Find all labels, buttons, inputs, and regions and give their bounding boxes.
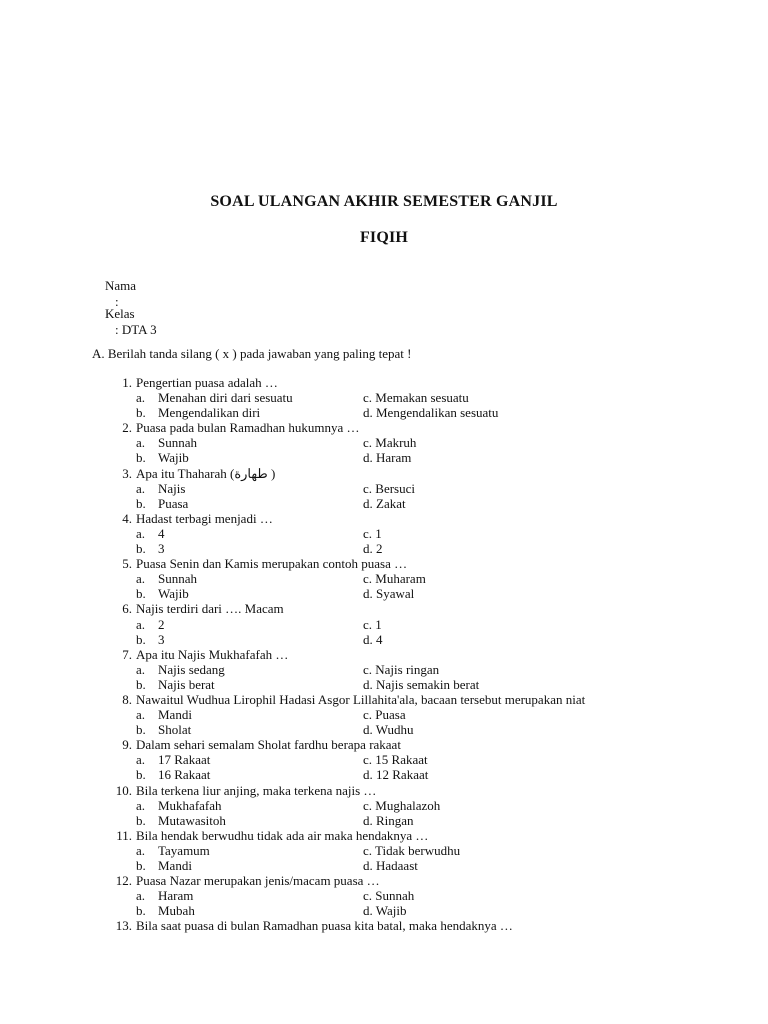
question-number: 3. [122,465,132,481]
question-text: Dalam sehari semalam Sholat fardhu berapa rakaat [136,737,401,753]
option-a-letter[interactable]: a. [136,571,146,587]
option-a-text[interactable]: Mandi [158,707,192,723]
question-line [0,375,768,390]
question-line [0,420,768,435]
option-a-letter[interactable]: a. [136,707,146,723]
question-text: Bila terkena liur anjing, maka terkena najis … [136,782,377,798]
option-b-letter[interactable]: b. [136,812,146,828]
instruction-text: A. Berilah tanda silang ( x ) pada jawaban yang paling tepat ! [92,346,412,361]
option-c[interactable]: c. Najis ringan [363,661,440,677]
option-b-text[interactable]: Mengendalikan diri [158,405,261,421]
option-a-text[interactable]: Najis sedang [158,661,225,677]
option-row [0,752,768,767]
option-row [0,541,768,556]
option-d[interactable]: d. 4 [363,631,383,647]
question-number: 2. [122,420,132,436]
option-b-letter[interactable]: b. [136,541,146,557]
question-line [0,601,768,616]
option-d[interactable]: d. Najis semakin berat [363,676,480,692]
option-row [0,586,768,601]
option-d[interactable]: d. Mengendalikan sesuatu [363,405,499,421]
name-value: : [115,294,119,309]
question-number: 7. [122,646,132,662]
option-b-letter[interactable]: b. [136,631,146,647]
option-a-letter[interactable]: a. [136,525,146,541]
question-item [0,466,768,511]
question-item [0,511,768,556]
option-b-text[interactable]: Mutawasitoh [158,812,226,828]
option-a-text[interactable]: Sunnah [158,571,197,587]
option-row [0,632,768,647]
question-line [0,873,768,888]
question-item [0,647,768,692]
option-row [0,707,768,722]
option-row [0,843,768,858]
option-d[interactable]: d. 12 Rakaat [363,767,429,783]
option-row [0,903,768,918]
question-item [0,873,768,918]
question-text: Hadast terbagi menjadi … [136,510,273,526]
option-row [0,481,768,496]
question-item [0,828,768,873]
option-c[interactable]: c. 1 [363,525,382,541]
option-b-text[interactable]: Sholat [158,722,192,738]
option-row [0,390,768,405]
option-b-text[interactable]: Puasa [158,495,189,511]
question-line [0,511,768,526]
subject-title: FIQIH [359,229,409,246]
question-line [0,918,768,933]
option-b-text[interactable]: Mubah [158,903,195,919]
question-number: 13. [115,918,132,934]
option-d[interactable]: d. Ringan [363,812,414,828]
question-line [0,556,768,571]
option-b-text[interactable]: Wajib [158,450,189,466]
question-text: Najis terdiri dari …. Macam [136,601,284,617]
option-a-letter[interactable]: a. [136,480,146,496]
option-b-letter[interactable]: b. [136,495,146,511]
option-a-letter[interactable]: a. [136,390,146,406]
question-number: 11. [116,827,132,843]
option-d[interactable]: d. Zakat [363,495,406,511]
question-line [0,647,768,662]
question-text: Apa itu Najis Mukhafafah … [136,646,289,662]
option-c[interactable]: c. Puasa [363,707,406,723]
option-a-text[interactable]: 17 Rakaat [158,752,211,768]
question-item [0,692,768,737]
option-a-text[interactable]: Najis [158,480,186,496]
question-number: 10. [115,782,132,798]
option-b-text[interactable]: Najis berat [158,676,215,692]
option-a-text[interactable]: Menahan diri dari sesuatu [158,390,293,406]
option-b-letter[interactable]: b. [136,722,146,738]
option-c[interactable]: c. Bersuci [363,480,415,496]
option-a-text[interactable]: Sunnah [158,435,197,451]
question-item [0,918,768,933]
option-d[interactable]: d. Wajib [363,903,407,919]
option-row [0,858,768,873]
option-b-text[interactable]: 3 [158,541,165,557]
option-b-letter[interactable]: b. [136,767,146,783]
option-a-letter[interactable]: a. [136,435,146,451]
question-number: 8. [122,691,132,707]
option-b-letter[interactable]: b. [136,858,146,873]
option-row [0,405,768,420]
option-row [0,571,768,586]
option-d[interactable]: d. Haram [363,450,412,466]
option-c[interactable]: c. 1 [363,616,382,632]
option-b-letter[interactable]: b. [136,586,146,602]
option-b-letter[interactable]: b. [136,450,146,466]
question-line [0,828,768,843]
option-a-letter[interactable]: a. [136,661,146,677]
option-row [0,798,768,813]
option-row [0,677,768,692]
question-line [0,737,768,752]
question-number: 9. [122,737,132,753]
option-b-text[interactable]: 3 [158,631,165,647]
question-text: Bila hendak berwudhu tidak ada air maka hendaknya … [136,827,429,843]
option-row [0,496,768,511]
question-item [0,420,768,465]
option-c[interactable]: c. Tidak berwudhu [363,842,461,858]
option-a-letter[interactable]: a. [136,752,146,768]
option-d[interactable]: d. 2 [363,541,383,557]
option-c[interactable]: c. Memakan sesuatu [363,390,469,406]
question-number: 6. [122,601,132,617]
question-text: Apa itu Thaharah (طهارة ) [136,465,276,481]
class-label: Kelas [105,306,135,321]
option-b-letter[interactable]: b. [136,903,146,919]
question-text: Puasa Nazar merupakan jenis/macam puasa … [136,873,380,889]
option-c[interactable]: c. Makruh [363,435,417,451]
class-value: : DTA 3 [115,322,157,337]
question-text: Pengertian puasa adalah … [136,375,278,390]
class-field [92,290,157,354]
question-line [0,466,768,481]
question-item [0,783,768,828]
option-c[interactable]: c. 15 Rakaat [363,752,428,768]
question-list [0,375,768,933]
option-a-letter[interactable]: a. [136,797,146,813]
option-row [0,888,768,903]
question-text: Puasa pada bulan Ramadhan hukumnya … [136,420,360,436]
option-d[interactable]: d. Wudhu [363,722,414,738]
question-text: Bila saat puasa di bulan Ramadhan puasa kita batal, maka hendaknya … [136,918,513,934]
question-number: 12. [115,873,132,889]
option-row [0,435,768,450]
option-c[interactable]: c. Sunnah [363,888,415,904]
exam-title: SOAL ULANGAN AKHIR SEMESTER GANJIL [210,193,558,210]
option-row [0,662,768,677]
question-item [0,375,768,420]
option-a-text[interactable]: Tayamum [158,842,210,858]
option-d[interactable]: d. Hadaast [363,858,418,873]
option-a-letter[interactable]: a. [136,888,146,904]
option-row [0,450,768,465]
question-item [0,601,768,646]
option-a-text[interactable]: Haram [158,888,194,904]
option-a-text[interactable]: 4 [158,525,165,541]
name-label: Nama [105,278,137,293]
option-a-text[interactable]: 2 [158,616,165,632]
option-b-text[interactable]: Wajib [158,586,189,602]
option-a-text[interactable]: Mukhafafah [158,797,222,813]
question-text: Nawaitul Wudhua Lirophil Hadasi Asgor Lillahita'ala, bacaan tersebut merupakan niat [136,691,586,707]
option-d[interactable]: d. Syawal [363,586,415,602]
option-a-letter[interactable]: a. [136,842,146,858]
option-c[interactable]: c. Muharam [363,571,426,587]
option-b-letter[interactable]: b. [136,676,146,692]
option-row [0,813,768,828]
option-row [0,722,768,737]
question-line [0,783,768,798]
option-c[interactable]: c. Mughalazoh [363,797,441,813]
option-b-text[interactable]: Mandi [158,858,192,873]
option-row [0,767,768,782]
question-line [0,692,768,707]
question-number: 5. [122,556,132,572]
option-a-letter[interactable]: a. [136,616,146,632]
option-row [0,617,768,632]
question-number: 4. [122,510,132,526]
question-item [0,556,768,601]
question-text: Puasa Senin dan Kamis merupakan contoh puasa … [136,556,408,572]
question-item [0,737,768,782]
option-row [0,526,768,541]
option-b-text[interactable]: 16 Rakaat [158,767,211,783]
option-b-letter[interactable]: b. [136,405,146,421]
question-number: 1. [122,375,132,390]
